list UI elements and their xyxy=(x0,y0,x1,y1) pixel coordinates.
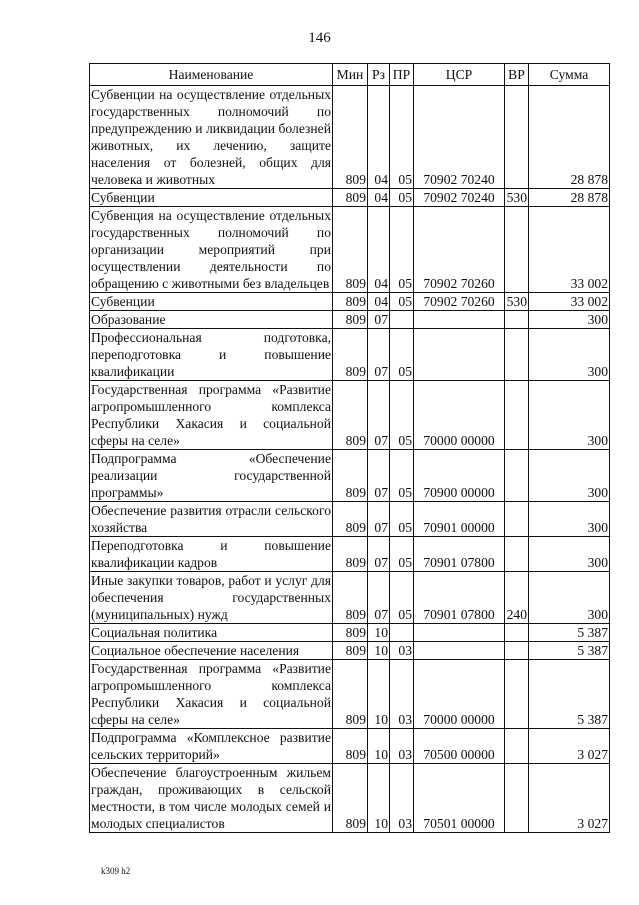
cell-name: Обеспечение развития отрасли сельского хозяйства xyxy=(91,503,331,535)
cell-sum: 3 027 xyxy=(529,729,610,764)
table-row xyxy=(90,329,610,381)
cell-vr xyxy=(505,537,529,572)
cell-vr xyxy=(505,764,529,833)
cell-pr: 05 xyxy=(390,502,414,537)
cell-csr: 70901 00000 xyxy=(414,502,505,537)
cell-sum: 300 xyxy=(529,311,610,329)
cell-pr: 03 xyxy=(390,642,414,660)
cell-vr xyxy=(505,729,529,764)
cell-csr: 70901 07800 xyxy=(414,537,505,572)
cell-pr: 05 xyxy=(390,450,414,502)
cell-min: 809 xyxy=(333,660,368,729)
cell-min: 809 xyxy=(333,537,368,572)
cell-name: Государственная программа «Развитие агропромышленного комплекса Республики Хакасия и социальной сферы на селе» xyxy=(91,661,331,727)
cell-csr: 70000 00000 xyxy=(414,381,505,450)
cell-rz: 07 xyxy=(368,381,390,450)
cell-name: Профессиональная подготовка, переподготовка и повышение квалификации xyxy=(91,330,331,379)
cell-min: 809 xyxy=(333,311,368,329)
cell-sum: 33 002 xyxy=(529,207,610,293)
cell-rz: 04 xyxy=(368,293,390,311)
cell-pr: 05 xyxy=(390,207,414,293)
cell-min: 809 xyxy=(333,381,368,450)
cell-name: Подпрограмма «Комплексное развитие сельских территорий» xyxy=(91,730,331,762)
header-name: Наименование xyxy=(90,64,333,86)
cell-pr: 03 xyxy=(390,729,414,764)
cell-vr xyxy=(505,381,529,450)
cell-name: Субвенции xyxy=(90,189,333,207)
cell-name: Обеспечение благоустроенным жильем граждан, проживающих в сельской местности, в том числе молодых семей и молодых специалистов xyxy=(91,765,331,831)
header-vr: ВР xyxy=(505,64,529,86)
cell-vr xyxy=(505,329,529,381)
cell-sum: 300 xyxy=(529,502,610,537)
cell-vr xyxy=(505,660,529,729)
table-row xyxy=(90,311,610,329)
header-row xyxy=(90,64,610,86)
cell-min: 809 xyxy=(333,86,368,189)
cell-pr xyxy=(390,624,414,642)
cell-csr: 70901 07800 xyxy=(414,572,505,624)
cell-min: 809 xyxy=(333,329,368,381)
cell-name: Субвенция на осуществление отдельных государственных полномочий по организации мероприятий при осуществлении деятельности по обращению с животными без владельцев xyxy=(91,208,331,291)
cell-csr xyxy=(414,642,505,660)
cell-csr: 70902 70240 xyxy=(414,86,505,189)
cell-rz: 07 xyxy=(368,537,390,572)
cell-min: 809 xyxy=(333,189,368,207)
cell-sum: 28 878 xyxy=(529,189,610,207)
cell-name: Подпрограмма «Обеспечение реализации государственной программы» xyxy=(91,451,331,500)
cell-name: Социальное обеспечение населения xyxy=(90,642,333,660)
header-csr: ЦСР xyxy=(414,64,505,86)
table-row xyxy=(90,450,610,502)
table-row xyxy=(90,624,610,642)
cell-rz: 10 xyxy=(368,764,390,833)
cell-csr xyxy=(414,624,505,642)
cell-vr: 530 xyxy=(505,189,529,207)
table-row xyxy=(90,207,610,293)
cell-rz: 10 xyxy=(368,729,390,764)
cell-csr: 70902 70260 xyxy=(414,207,505,293)
cell-sum: 5 387 xyxy=(529,660,610,729)
table-row xyxy=(90,660,610,729)
cell-name: Субвенции xyxy=(90,293,333,311)
cell-sum: 33 002 xyxy=(529,293,610,311)
cell-csr xyxy=(414,311,505,329)
cell-pr: 05 xyxy=(390,189,414,207)
cell-sum: 300 xyxy=(529,537,610,572)
cell-rz: 07 xyxy=(368,502,390,537)
cell-min: 809 xyxy=(333,764,368,833)
cell-rz: 04 xyxy=(368,189,390,207)
cell-min: 809 xyxy=(333,572,368,624)
footer-code: k309 h2 xyxy=(101,866,131,876)
cell-rz: 04 xyxy=(368,207,390,293)
cell-sum: 3 027 xyxy=(529,764,610,833)
cell-vr xyxy=(505,86,529,189)
cell-rz: 10 xyxy=(368,660,390,729)
cell-csr: 70000 00000 xyxy=(414,660,505,729)
header-min: Мин xyxy=(333,64,368,86)
cell-sum: 300 xyxy=(529,450,610,502)
cell-rz: 10 xyxy=(368,642,390,660)
cell-name: Субвенции на осуществление отдельных государственных полномочий по предупреждению и ликвидации болезней животных, их лечению, защите населения от болезней, общих для человека и животных xyxy=(91,87,331,187)
table-row xyxy=(90,502,610,537)
cell-pr: 03 xyxy=(390,764,414,833)
cell-vr xyxy=(505,207,529,293)
cell-vr xyxy=(505,450,529,502)
cell-name: Образование xyxy=(90,311,333,329)
cell-vr xyxy=(505,502,529,537)
cell-pr: 05 xyxy=(390,86,414,189)
cell-rz: 07 xyxy=(368,329,390,381)
cell-pr xyxy=(390,311,414,329)
cell-min: 809 xyxy=(333,450,368,502)
cell-rz: 07 xyxy=(368,311,390,329)
cell-name: Переподготовка и повышение квалификации кадров xyxy=(91,538,331,570)
cell-csr xyxy=(414,329,505,381)
cell-rz: 07 xyxy=(368,450,390,502)
cell-rz: 07 xyxy=(368,572,390,624)
cell-name: Государственная программа «Развитие агропромышленного комплекса Республики Хакасия и социальной сферы на селе» xyxy=(91,382,331,448)
table-row xyxy=(90,572,610,624)
cell-min: 809 xyxy=(333,293,368,311)
budget-table xyxy=(89,63,610,833)
cell-rz: 10 xyxy=(368,624,390,642)
cell-sum: 300 xyxy=(529,381,610,450)
cell-pr: 05 xyxy=(390,293,414,311)
cell-min: 809 xyxy=(333,729,368,764)
table-row xyxy=(90,293,610,311)
cell-pr: 05 xyxy=(390,329,414,381)
cell-sum: 5 387 xyxy=(529,642,610,660)
cell-min: 809 xyxy=(333,502,368,537)
cell-vr: 530 xyxy=(505,293,529,311)
cell-sum: 5 387 xyxy=(529,624,610,642)
cell-csr: 70900 00000 xyxy=(414,450,505,502)
cell-vr xyxy=(505,624,529,642)
cell-csr: 70500 00000 xyxy=(414,729,505,764)
cell-name: Иные закупки товаров, работ и услуг для обеспечения государственных (муниципальных) нужд xyxy=(91,573,331,622)
table-row xyxy=(90,537,610,572)
header-sum: Сумма xyxy=(529,64,610,86)
cell-sum: 300 xyxy=(529,572,610,624)
cell-sum: 300 xyxy=(529,329,610,381)
table-row xyxy=(90,189,610,207)
cell-vr: 240 xyxy=(505,572,529,624)
cell-min: 809 xyxy=(333,624,368,642)
cell-rz: 04 xyxy=(368,86,390,189)
cell-pr: 05 xyxy=(390,572,414,624)
cell-min: 809 xyxy=(333,642,368,660)
page-number: 146 xyxy=(308,30,331,46)
cell-pr: 03 xyxy=(390,660,414,729)
table-row xyxy=(90,764,610,833)
table-row xyxy=(90,729,610,764)
cell-csr: 70902 70240 xyxy=(414,189,505,207)
cell-name: Социальная политика xyxy=(90,624,333,642)
cell-csr: 70501 00000 xyxy=(414,764,505,833)
table-row xyxy=(90,381,610,450)
cell-vr xyxy=(505,642,529,660)
cell-min: 809 xyxy=(333,207,368,293)
header-rz: Рз xyxy=(368,64,390,86)
cell-vr xyxy=(505,311,529,329)
cell-pr: 05 xyxy=(390,381,414,450)
cell-sum: 28 878 xyxy=(529,86,610,189)
table-row xyxy=(90,86,610,189)
table-row xyxy=(90,642,610,660)
cell-csr: 70902 70260 xyxy=(414,293,505,311)
header-pr: ПР xyxy=(390,64,414,86)
cell-pr: 05 xyxy=(390,537,414,572)
